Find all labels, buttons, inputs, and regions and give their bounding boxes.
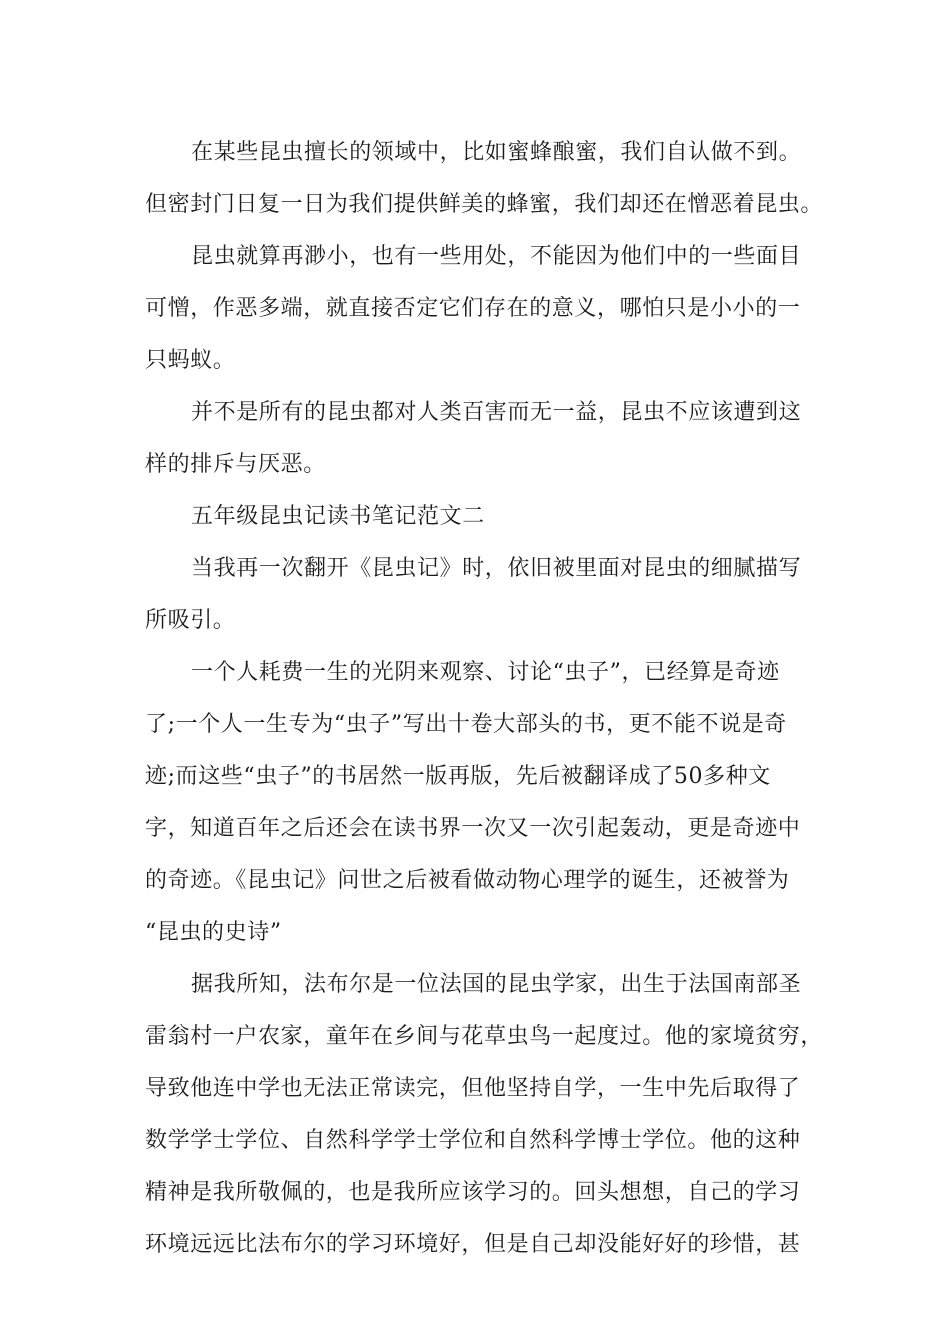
section-heading: 五年级昆虫记读书笔记范文二 <box>191 504 485 529</box>
text-line: 只蚂蚁。 <box>145 348 236 373</box>
text-line: 数学学士学位、自然科学学士学位和自然科学博士学位。他的这种 <box>145 1128 801 1153</box>
text-line: 在某些昆虫擅长的领域中，比如蜜蜂酿蜜，我们自认做不到。 <box>191 140 802 165</box>
text-line: 精神是我所敬佩的，也是我所应该学习的。回头想想，自己的学习 <box>145 1180 801 1205</box>
text-line: 导致他连中学也无法正常读完，但他坚持自学，一生中先后取得了 <box>145 1076 801 1101</box>
text-line: 样的排斥与厌恶。 <box>145 452 326 477</box>
text-line: 的奇迹。《昆虫记》问世之后被看做动物心理学的诞生，还被誉为 <box>145 868 790 893</box>
document-body <box>145 127 824 1271</box>
text-line: “昆虫的史诗” <box>145 920 282 945</box>
text-line: 雷翁村一户农家，童年在乡间与花草虫鸟一起度过。他的家境贫穷， <box>145 1024 824 1049</box>
text-line: 一个人耗费一生的光阴来观察、讨论“虫子”，已经算是奇迹 <box>191 660 780 685</box>
text-line: 环境远远比法布尔的学习环境好，但是自己却没能好好的珍惜，甚 <box>145 1232 801 1257</box>
text-line: 字，知道百年之后还会在读书界一次又一次引起轰动，更是奇迹中 <box>145 816 801 841</box>
text-line: 可憎，作恶多端，就直接否定它们存在的意义，哪怕只是小小的一 <box>145 296 801 321</box>
text-line: 迹;而这些“虫子”的书居然一版再版，先后被翻译成了50多种文 <box>145 764 771 789</box>
text-line: 当我再一次翻开《昆虫记》时，依旧被里面对昆虫的细腻描写 <box>191 556 802 581</box>
text-line: 但密封门日复一日为我们提供鲜美的蜂蜜，我们却还在憎恶着昆虫。 <box>145 192 824 217</box>
text-line: 所吸引。 <box>145 608 236 633</box>
text-line: 昆虫就算再渺小，也有一些用处，不能因为他们中的一些面目 <box>191 244 802 269</box>
text-line: 据我所知，法布尔是一位法国的昆虫学家，出生于法国南部圣 <box>191 972 802 997</box>
text-line: 了;一个人一生专为“虫子”写出十卷大部头的书，更不能不说是奇 <box>145 712 787 737</box>
text-line: 并不是所有的昆虫都对人类百害而无一益，昆虫不应该遭到这 <box>191 400 802 425</box>
